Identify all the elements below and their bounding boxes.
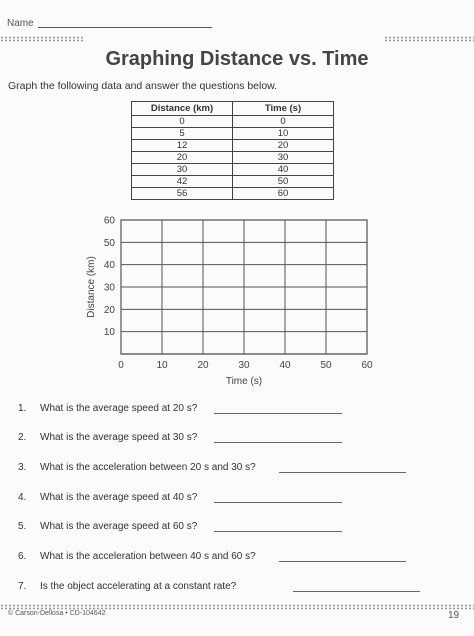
time-cell: 40: [233, 164, 334, 176]
distance-time-graph[interactable]: [84, 208, 384, 388]
answer-blank[interactable]: [214, 531, 342, 532]
page-number: 19: [448, 610, 460, 621]
answer-blank[interactable]: [214, 413, 342, 414]
question-text: What is the average speed at 20 s?: [40, 403, 198, 414]
distance-cell: 42: [132, 176, 233, 188]
table-row: [132, 176, 334, 188]
page-title: Graphing Distance vs. Time: [105, 48, 369, 70]
publisher-credit: © Carson-Dellosa • CD-104642: [8, 610, 106, 617]
answer-blank[interactable]: [214, 502, 342, 503]
question-item: [0, 521, 474, 535]
table-row: [132, 164, 334, 176]
question-item: [0, 462, 474, 476]
y-tick-label: 20: [103, 304, 115, 316]
question-number: 4.: [18, 492, 27, 503]
time-cell: 20: [233, 140, 334, 152]
question-text: Is the object accelerating at a constant rate?: [40, 581, 237, 592]
time-cell: 30: [233, 152, 334, 164]
y-tick-label: 60: [103, 215, 115, 227]
name-line[interactable]: [38, 27, 212, 28]
answer-blank[interactable]: [279, 472, 406, 473]
question-item: [0, 492, 474, 506]
question-item: [0, 403, 474, 417]
question-text: What is the acceleration between 40 s and 60 s?: [40, 551, 256, 562]
y-tick-label: 30: [103, 282, 115, 294]
answer-blank[interactable]: [279, 561, 406, 562]
answer-blank[interactable]: [214, 442, 342, 443]
distance-cell: 56: [132, 188, 233, 200]
table-row: [132, 140, 334, 152]
y-tick-label: 10: [103, 327, 115, 339]
x-tick-label: 50: [320, 360, 332, 371]
distance-cell: 0: [132, 116, 233, 128]
table-row: [132, 116, 334, 128]
top-dotted-rule: [0, 36, 84, 42]
question-number: 5.: [18, 521, 27, 532]
time-cell: 0: [233, 116, 334, 128]
table-header-row: [132, 102, 334, 116]
y-axis-label: Distance (km): [86, 256, 97, 318]
question-text: What is the average speed at 40 s?: [40, 492, 198, 503]
y-tick-label: 40: [103, 260, 115, 272]
distance-cell: 12: [132, 140, 233, 152]
column-header: Time (s): [233, 102, 334, 116]
question-item: [0, 432, 474, 446]
question-number: 6.: [18, 551, 27, 562]
x-tick-label: 0: [118, 360, 124, 371]
question-item: [0, 551, 474, 565]
distance-cell: 30: [132, 164, 233, 176]
x-tick-label: 20: [197, 360, 209, 371]
name-label: Name: [7, 18, 34, 29]
y-tick-label: 50: [103, 237, 115, 249]
table-row: [132, 128, 334, 140]
x-axis-label: Time (s): [225, 376, 263, 387]
distance-cell: 5: [132, 128, 233, 140]
x-tick-label: 30: [238, 360, 250, 371]
time-cell: 50: [233, 176, 334, 188]
question-number: 7.: [18, 581, 27, 592]
x-tick-label: 10: [156, 360, 168, 371]
table-row: [132, 152, 334, 164]
top-dotted-rule: [384, 36, 474, 42]
time-cell: 60: [233, 188, 334, 200]
table-row: [132, 188, 334, 200]
question-text: What is the acceleration between 20 s and 30 s?: [40, 462, 256, 473]
x-tick-label: 60: [361, 360, 373, 371]
question-text: What is the average speed at 30 s?: [40, 432, 198, 443]
question-number: 1.: [18, 403, 27, 414]
distance-cell: 20: [132, 152, 233, 164]
instructions: Graph the following data and answer the questions below.: [8, 80, 278, 92]
question-number: 2.: [18, 432, 27, 443]
column-header: Distance (km): [132, 102, 233, 116]
time-cell: 10: [233, 128, 334, 140]
answer-blank[interactable]: [293, 591, 420, 592]
question-item: [0, 581, 474, 595]
x-tick-label: 40: [279, 360, 291, 371]
data-table: [131, 101, 334, 200]
question-number: 3.: [18, 462, 27, 473]
question-text: What is the average speed at 60 s?: [40, 521, 198, 532]
